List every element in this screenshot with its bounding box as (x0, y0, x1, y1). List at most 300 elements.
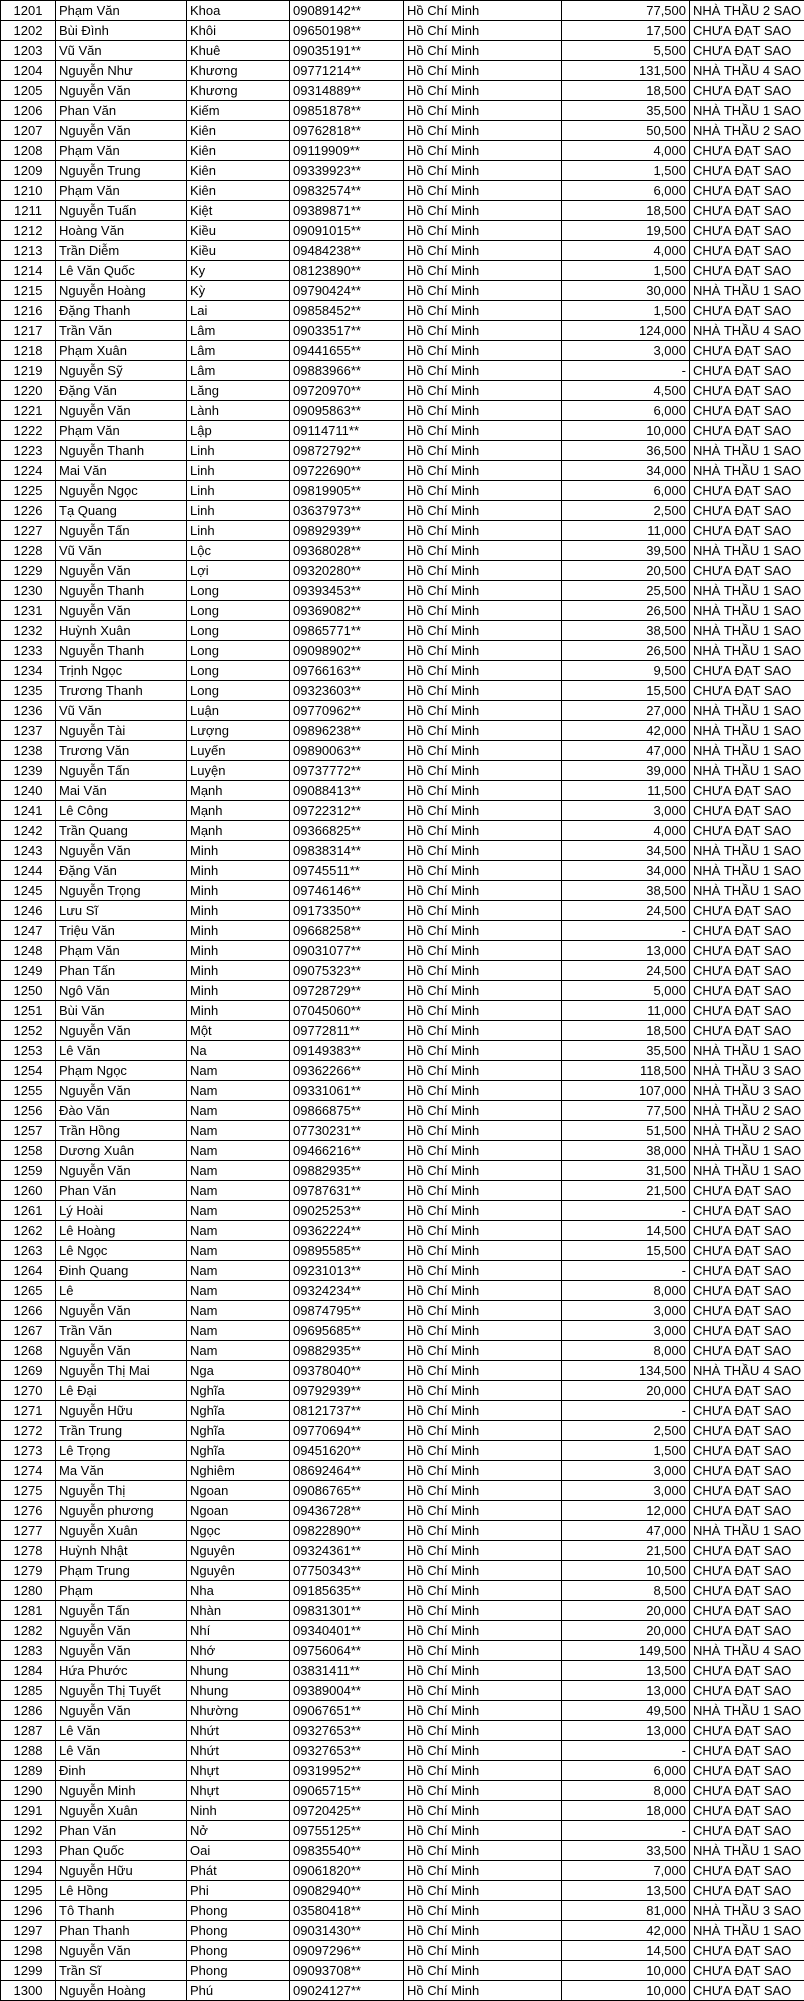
rank-status-cell: CHƯA ĐẠT SAO (690, 1621, 804, 1641)
row-number-cell: 1235 (1, 681, 56, 701)
table-row (1, 1661, 804, 1681)
family-middle-name-cell: Phan Văn (56, 101, 187, 121)
phone-number-cell: 09114711** (290, 421, 404, 441)
given-name-cell: Nam (187, 1141, 290, 1161)
rank-status-cell: CHƯA ĐẠT SAO (690, 1581, 804, 1601)
amount-cell: 3,000 (562, 341, 690, 361)
city-cell: Hồ Chí Minh (404, 1821, 562, 1841)
family-middle-name-cell: Nguyễn Văn (56, 1701, 187, 1721)
table-row (1, 1081, 804, 1101)
table-row (1, 301, 804, 321)
given-name-cell: Lâm (187, 361, 290, 381)
rank-status-cell: CHƯA ĐẠT SAO (690, 221, 804, 241)
table-row (1, 581, 804, 601)
family-middle-name-cell: Nguyễn Văn (56, 601, 187, 621)
amount-cell: 20,000 (562, 1601, 690, 1621)
phone-number-cell: 09393453** (290, 581, 404, 601)
family-middle-name-cell: Nguyễn Tấn (56, 1601, 187, 1621)
row-number-cell: 1233 (1, 641, 56, 661)
amount-cell: 10,000 (562, 1961, 690, 1981)
phone-number-cell: 09389004** (290, 1681, 404, 1701)
phone-number-cell: 09035191** (290, 41, 404, 61)
family-middle-name-cell: Đinh Quang (56, 1261, 187, 1281)
given-name-cell: Nam (187, 1061, 290, 1081)
family-middle-name-cell: Nguyễn Sỹ (56, 361, 187, 381)
family-middle-name-cell: Đặng Văn (56, 861, 187, 881)
table-row (1, 881, 804, 901)
table-row (1, 401, 804, 421)
row-number-cell: 1293 (1, 1841, 56, 1861)
phone-number-cell: 09327653** (290, 1741, 404, 1761)
given-name-cell: Nam (187, 1301, 290, 1321)
given-name-cell: Nguyên (187, 1541, 290, 1561)
row-number-cell: 1251 (1, 1001, 56, 1021)
table-row (1, 1741, 804, 1761)
amount-cell: 47,000 (562, 1521, 690, 1541)
phone-number-cell: 09756064** (290, 1641, 404, 1661)
row-number-cell: 1214 (1, 261, 56, 281)
given-name-cell: Nghĩa (187, 1421, 290, 1441)
amount-cell: 6,000 (562, 481, 690, 501)
given-name-cell: Phong (187, 1941, 290, 1961)
city-cell: Hồ Chí Minh (404, 1661, 562, 1681)
row-number-cell: 1206 (1, 101, 56, 121)
rank-status-cell: NHÀ THẦU 1 SAO (690, 841, 804, 861)
phone-number-cell: 09882935** (290, 1161, 404, 1181)
given-name-cell: Minh (187, 1001, 290, 1021)
table-row (1, 1161, 804, 1181)
phone-number-cell: 03580418** (290, 1901, 404, 1921)
given-name-cell: Nam (187, 1221, 290, 1241)
amount-cell: - (562, 1821, 690, 1841)
city-cell: Hồ Chí Minh (404, 1221, 562, 1241)
family-middle-name-cell: Phạm (56, 1581, 187, 1601)
family-middle-name-cell: Mai Văn (56, 781, 187, 801)
row-number-cell: 1225 (1, 481, 56, 501)
table-row (1, 1941, 804, 1961)
table-row (1, 561, 804, 581)
family-middle-name-cell: Đặng Thanh (56, 301, 187, 321)
rank-status-cell: CHƯA ĐẠT SAO (690, 1681, 804, 1701)
rank-status-cell: CHƯA ĐẠT SAO (690, 1321, 804, 1341)
table-row (1, 461, 804, 481)
family-middle-name-cell: Trương Thanh (56, 681, 187, 701)
family-middle-name-cell: Nguyễn Xuân (56, 1521, 187, 1541)
given-name-cell: Nhung (187, 1681, 290, 1701)
given-name-cell: Khương (187, 61, 290, 81)
phone-number-cell: 09882935** (290, 1341, 404, 1361)
rank-status-cell: NHÀ THẦU 1 SAO (690, 1161, 804, 1181)
family-middle-name-cell: Dương Xuân (56, 1141, 187, 1161)
amount-cell: 13,000 (562, 1721, 690, 1741)
rank-status-cell: NHÀ THẦU 2 SAO (690, 1, 804, 21)
row-number-cell: 1257 (1, 1121, 56, 1141)
row-number-cell: 1203 (1, 41, 56, 61)
table-row (1, 1361, 804, 1381)
rank-status-cell: NHÀ THẦU 1 SAO (690, 721, 804, 741)
family-middle-name-cell: Lưu Sĩ (56, 901, 187, 921)
given-name-cell: Khuê (187, 41, 290, 61)
row-number-cell: 1287 (1, 1721, 56, 1741)
family-middle-name-cell: Nguyễn Hoàng (56, 281, 187, 301)
family-middle-name-cell: Trần Sĩ (56, 1961, 187, 1981)
amount-cell: 3,000 (562, 1481, 690, 1501)
rank-status-cell: CHƯA ĐẠT SAO (690, 261, 804, 281)
rank-status-cell: CHƯA ĐẠT SAO (690, 1021, 804, 1041)
rank-status-cell: CHƯA ĐẠT SAO (690, 401, 804, 421)
row-number-cell: 1255 (1, 1081, 56, 1101)
row-number-cell: 1239 (1, 761, 56, 781)
table-row (1, 221, 804, 241)
amount-cell: - (562, 921, 690, 941)
phone-number-cell: 09745511** (290, 861, 404, 881)
rank-status-cell: NHÀ THẦU 2 SAO (690, 1121, 804, 1141)
family-middle-name-cell: Nguyễn Xuân (56, 1801, 187, 1821)
given-name-cell: Na (187, 1041, 290, 1061)
city-cell: Hồ Chí Minh (404, 1241, 562, 1261)
row-number-cell: 1220 (1, 381, 56, 401)
amount-cell: 8,000 (562, 1281, 690, 1301)
rank-status-cell: NHÀ THẦU 4 SAO (690, 61, 804, 81)
phone-number-cell: 09089142** (290, 1, 404, 21)
row-number-cell: 1275 (1, 1481, 56, 1501)
family-middle-name-cell: Nguyễn Văn (56, 121, 187, 141)
given-name-cell: Kiều (187, 241, 290, 261)
amount-cell: 39,500 (562, 541, 690, 561)
amount-cell: 12,000 (562, 1501, 690, 1521)
phone-number-cell: 07730231** (290, 1121, 404, 1141)
amount-cell: 149,500 (562, 1641, 690, 1661)
table-row (1, 101, 804, 121)
family-middle-name-cell: Đinh (56, 1761, 187, 1781)
row-number-cell: 1218 (1, 341, 56, 361)
row-number-cell: 1268 (1, 1341, 56, 1361)
phone-number-cell: 09892939** (290, 521, 404, 541)
amount-cell: 8,000 (562, 1781, 690, 1801)
amount-cell: 34,000 (562, 861, 690, 881)
given-name-cell: Nam (187, 1201, 290, 1221)
given-name-cell: Mạnh (187, 781, 290, 801)
family-middle-name-cell: Phan Văn (56, 1821, 187, 1841)
city-cell: Hồ Chí Minh (404, 501, 562, 521)
table-row (1, 1681, 804, 1701)
city-cell: Hồ Chí Minh (404, 761, 562, 781)
rank-status-cell: NHÀ THẦU 3 SAO (690, 1081, 804, 1101)
family-middle-name-cell: Trần Trung (56, 1421, 187, 1441)
amount-cell: 42,000 (562, 721, 690, 741)
given-name-cell: Nhí (187, 1621, 290, 1641)
row-number-cell: 1297 (1, 1921, 56, 1941)
amount-cell: 134,500 (562, 1361, 690, 1381)
table-row (1, 1041, 804, 1061)
phone-number-cell: 09466216** (290, 1141, 404, 1161)
row-number-cell: 1256 (1, 1101, 56, 1121)
rank-status-cell: CHƯA ĐẠT SAO (690, 781, 804, 801)
city-cell: Hồ Chí Minh (404, 701, 562, 721)
family-middle-name-cell: Nguyễn Văn (56, 1641, 187, 1661)
phone-number-cell: 07750343** (290, 1561, 404, 1581)
row-number-cell: 1232 (1, 621, 56, 641)
city-cell: Hồ Chí Minh (404, 1161, 562, 1181)
city-cell: Hồ Chí Minh (404, 181, 562, 201)
amount-cell: 3,000 (562, 801, 690, 821)
amount-cell: 11,000 (562, 521, 690, 541)
given-name-cell: Phi (187, 1881, 290, 1901)
amount-cell: 13,500 (562, 1661, 690, 1681)
table-row (1, 361, 804, 381)
given-name-cell: Mạnh (187, 821, 290, 841)
row-number-cell: 1291 (1, 1801, 56, 1821)
amount-cell: 24,500 (562, 961, 690, 981)
row-number-cell: 1284 (1, 1661, 56, 1681)
row-number-cell: 1281 (1, 1601, 56, 1621)
table-row (1, 1321, 804, 1341)
given-name-cell: Nam (187, 1161, 290, 1181)
given-name-cell: Minh (187, 981, 290, 1001)
amount-cell: - (562, 1261, 690, 1281)
rank-status-cell: CHƯA ĐẠT SAO (690, 1201, 804, 1221)
family-middle-name-cell: Nguyễn Trọng (56, 881, 187, 901)
row-number-cell: 1267 (1, 1321, 56, 1341)
amount-cell: 4,000 (562, 141, 690, 161)
amount-cell: 14,500 (562, 1221, 690, 1241)
phone-number-cell: 09093708** (290, 1961, 404, 1981)
table-row (1, 281, 804, 301)
amount-cell: 15,500 (562, 681, 690, 701)
family-middle-name-cell: Nguyễn Hữu (56, 1861, 187, 1881)
phone-number-cell: 09858452** (290, 301, 404, 321)
given-name-cell: Linh (187, 441, 290, 461)
table-row (1, 1061, 804, 1081)
table-row (1, 201, 804, 221)
phone-number-cell: 09082940** (290, 1881, 404, 1901)
given-name-cell: Kiếm (187, 101, 290, 121)
phone-number-cell: 09231013** (290, 1261, 404, 1281)
row-number-cell: 1226 (1, 501, 56, 521)
city-cell: Hồ Chí Minh (404, 941, 562, 961)
phone-number-cell: 09838314** (290, 841, 404, 861)
city-cell: Hồ Chí Minh (404, 41, 562, 61)
rank-status-cell: NHÀ THẦU 1 SAO (690, 461, 804, 481)
amount-cell: 20,000 (562, 1381, 690, 1401)
phone-number-cell: 09771214** (290, 61, 404, 81)
phone-number-cell: 09484238** (290, 241, 404, 261)
row-number-cell: 1245 (1, 881, 56, 901)
city-cell: Hồ Chí Minh (404, 1601, 562, 1621)
amount-cell: 6,000 (562, 401, 690, 421)
rank-status-cell: NHÀ THẦU 4 SAO (690, 321, 804, 341)
city-cell: Hồ Chí Minh (404, 1421, 562, 1441)
rank-status-cell: CHƯA ĐẠT SAO (690, 801, 804, 821)
phone-number-cell: 09331061** (290, 1081, 404, 1101)
row-number-cell: 1246 (1, 901, 56, 921)
amount-cell: 10,000 (562, 1981, 690, 2001)
city-cell: Hồ Chí Minh (404, 1961, 562, 1981)
given-name-cell: Nhựt (187, 1781, 290, 1801)
family-middle-name-cell: Phan Quốc (56, 1841, 187, 1861)
row-number-cell: 1219 (1, 361, 56, 381)
rank-status-cell: CHƯA ĐẠT SAO (690, 361, 804, 381)
given-name-cell: Nha (187, 1581, 290, 1601)
amount-cell: 17,500 (562, 21, 690, 41)
amount-cell: 81,000 (562, 1901, 690, 1921)
row-number-cell: 1202 (1, 21, 56, 41)
table-row (1, 1581, 804, 1601)
family-middle-name-cell: Mai Văn (56, 461, 187, 481)
amount-cell: 35,500 (562, 1041, 690, 1061)
table-row (1, 441, 804, 461)
row-number-cell: 1271 (1, 1401, 56, 1421)
rank-status-cell: NHÀ THẦU 3 SAO (690, 1901, 804, 1921)
row-number-cell: 1207 (1, 121, 56, 141)
family-middle-name-cell: Nguyễn Tuấn (56, 201, 187, 221)
city-cell: Hồ Chí Minh (404, 301, 562, 321)
given-name-cell: Nga (187, 1361, 290, 1381)
given-name-cell: Khương (187, 81, 290, 101)
phone-number-cell: 09451620** (290, 1441, 404, 1461)
rank-status-cell: CHƯA ĐẠT SAO (690, 1541, 804, 1561)
amount-cell: 25,500 (562, 581, 690, 601)
table-row (1, 61, 804, 81)
given-name-cell: Nam (187, 1081, 290, 1101)
amount-cell: 5,500 (562, 41, 690, 61)
row-number-cell: 1252 (1, 1021, 56, 1041)
given-name-cell: Lượng (187, 721, 290, 741)
phone-number-cell: 07045060** (290, 1001, 404, 1021)
phone-number-cell: 09031430** (290, 1921, 404, 1941)
city-cell: Hồ Chí Minh (404, 1321, 562, 1341)
rank-status-cell: CHƯA ĐẠT SAO (690, 1221, 804, 1241)
rank-status-cell: CHƯA ĐẠT SAO (690, 381, 804, 401)
family-middle-name-cell: Phan Văn (56, 1181, 187, 1201)
rank-status-cell: NHÀ THẦU 1 SAO (690, 1141, 804, 1161)
family-middle-name-cell: Nguyễn Ngọc (56, 481, 187, 501)
family-middle-name-cell: Nguyễn Như (56, 61, 187, 81)
family-middle-name-cell: Lê Văn (56, 1741, 187, 1761)
table-row (1, 1021, 804, 1041)
row-number-cell: 1272 (1, 1421, 56, 1441)
given-name-cell: Phú (187, 1981, 290, 2001)
table-row (1, 1901, 804, 1921)
row-number-cell: 1294 (1, 1861, 56, 1881)
rank-status-cell: CHƯA ĐẠT SAO (690, 241, 804, 261)
city-cell: Hồ Chí Minh (404, 541, 562, 561)
family-middle-name-cell: Nguyễn Văn (56, 1021, 187, 1041)
phone-number-cell: 09772811** (290, 1021, 404, 1041)
rank-status-cell: NHÀ THẦU 1 SAO (690, 1921, 804, 1941)
phone-number-cell: 09874795** (290, 1301, 404, 1321)
rank-status-cell: NHÀ THẦU 1 SAO (690, 761, 804, 781)
given-name-cell: Linh (187, 521, 290, 541)
city-cell: Hồ Chí Minh (404, 681, 562, 701)
given-name-cell: Linh (187, 481, 290, 501)
row-number-cell: 1247 (1, 921, 56, 941)
city-cell: Hồ Chí Minh (404, 481, 562, 501)
row-number-cell: 1212 (1, 221, 56, 241)
phone-number-cell: 09327653** (290, 1721, 404, 1741)
rank-status-cell: CHƯA ĐẠT SAO (690, 1461, 804, 1481)
row-number-cell: 1265 (1, 1281, 56, 1301)
given-name-cell: Lập (187, 421, 290, 441)
row-number-cell: 1253 (1, 1041, 56, 1061)
family-middle-name-cell: Ma Văn (56, 1461, 187, 1481)
rank-status-cell: CHƯA ĐẠT SAO (690, 1781, 804, 1801)
city-cell: Hồ Chí Minh (404, 1741, 562, 1761)
phone-number-cell: 09851878** (290, 101, 404, 121)
table-row (1, 1101, 804, 1121)
rank-status-cell: CHƯA ĐẠT SAO (690, 941, 804, 961)
rank-status-cell: CHƯA ĐẠT SAO (690, 1721, 804, 1741)
row-number-cell: 1234 (1, 661, 56, 681)
row-number-cell: 1295 (1, 1881, 56, 1901)
city-cell: Hồ Chí Minh (404, 361, 562, 381)
table-row (1, 501, 804, 521)
phone-number-cell: 09319952** (290, 1761, 404, 1781)
table-row (1, 1, 804, 21)
phone-number-cell: 09067651** (290, 1701, 404, 1721)
amount-cell: - (562, 1201, 690, 1221)
amount-cell: 4,000 (562, 241, 690, 261)
amount-cell: 11,000 (562, 1001, 690, 1021)
phone-number-cell: 09362266** (290, 1061, 404, 1081)
rank-status-cell: CHƯA ĐẠT SAO (690, 341, 804, 361)
phone-number-cell: 09896238** (290, 721, 404, 741)
city-cell: Hồ Chí Minh (404, 1001, 562, 1021)
row-number-cell: 1231 (1, 601, 56, 621)
table-row (1, 941, 804, 961)
family-middle-name-cell: Phan Thanh (56, 1921, 187, 1941)
city-cell: Hồ Chí Minh (404, 261, 562, 281)
phone-number-cell: 09831301** (290, 1601, 404, 1621)
given-name-cell: Minh (187, 921, 290, 941)
row-number-cell: 1266 (1, 1301, 56, 1321)
city-cell: Hồ Chí Minh (404, 721, 562, 741)
city-cell: Hồ Chí Minh (404, 1981, 562, 2001)
phone-number-cell: 08692464** (290, 1461, 404, 1481)
amount-cell: 36,500 (562, 441, 690, 461)
amount-cell: 18,500 (562, 1021, 690, 1041)
row-number-cell: 1278 (1, 1541, 56, 1561)
given-name-cell: Kỳ (187, 281, 290, 301)
row-number-cell: 1248 (1, 941, 56, 961)
phone-number-cell: 09695685** (290, 1321, 404, 1341)
amount-cell: 11,500 (562, 781, 690, 801)
rank-status-cell: NHÀ THẦU 1 SAO (690, 581, 804, 601)
city-cell: Hồ Chí Minh (404, 1081, 562, 1101)
family-middle-name-cell: Lê Đại (56, 1381, 187, 1401)
family-middle-name-cell: Lê Công (56, 801, 187, 821)
family-middle-name-cell: Trần Hồng (56, 1121, 187, 1141)
rank-status-cell: CHƯA ĐẠT SAO (690, 1481, 804, 1501)
amount-cell: 14,500 (562, 1941, 690, 1961)
city-cell: Hồ Chí Minh (404, 601, 562, 621)
row-number-cell: 1296 (1, 1901, 56, 1921)
row-number-cell: 1261 (1, 1201, 56, 1221)
rank-status-cell: NHÀ THẦU 1 SAO (690, 1841, 804, 1861)
row-number-cell: 1274 (1, 1461, 56, 1481)
family-middle-name-cell: Đặng Văn (56, 381, 187, 401)
amount-cell: 2,500 (562, 501, 690, 521)
city-cell: Hồ Chí Minh (404, 1621, 562, 1641)
given-name-cell: Kiên (187, 121, 290, 141)
city-cell: Hồ Chí Minh (404, 1041, 562, 1061)
amount-cell: 5,000 (562, 981, 690, 1001)
row-number-cell: 1249 (1, 961, 56, 981)
rank-status-cell: CHƯA ĐẠT SAO (690, 301, 804, 321)
family-middle-name-cell: Lê Hoàng (56, 1221, 187, 1241)
rank-status-cell: CHƯA ĐẠT SAO (690, 1241, 804, 1261)
rank-status-cell: CHƯA ĐẠT SAO (690, 1761, 804, 1781)
